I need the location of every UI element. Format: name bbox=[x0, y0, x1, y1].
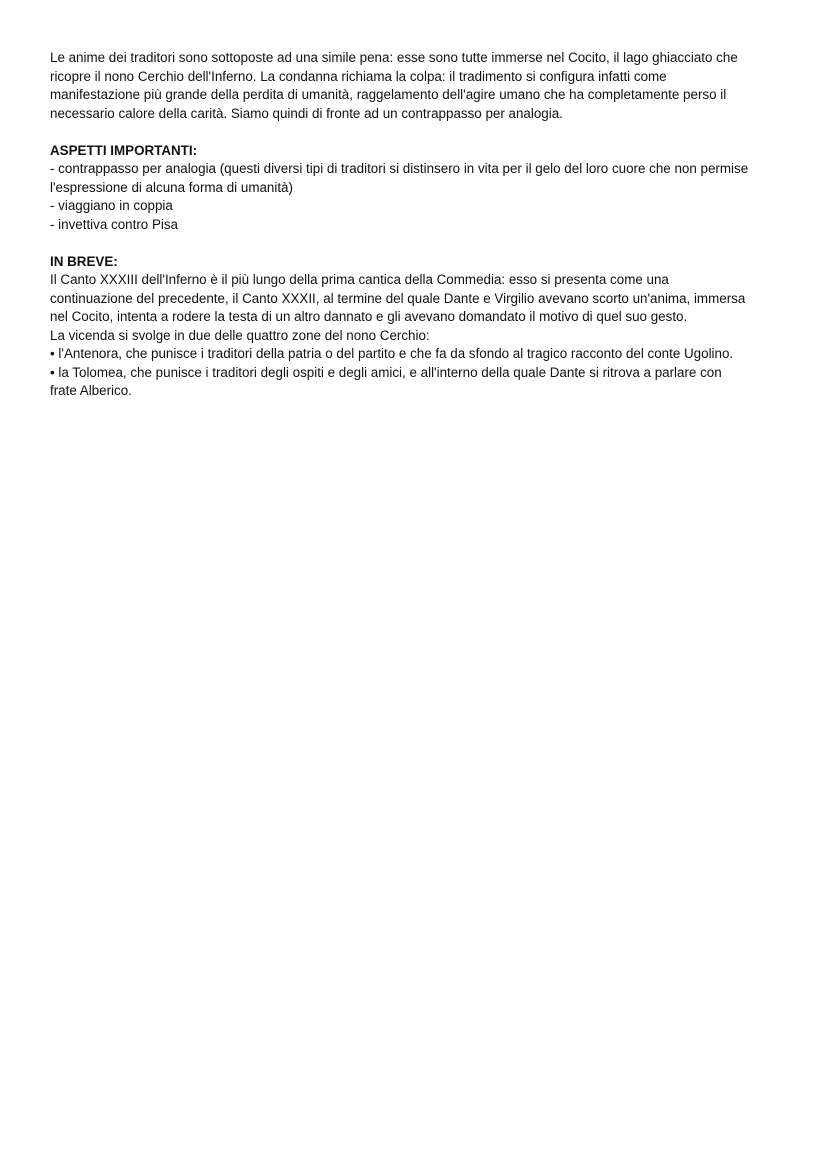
breve-paragraph bbox=[50, 271, 780, 401]
breve-line: Il Canto XXXIII dell'Inferno è il più lungo della prima cantica della Commedia: esso si presenta come una bbox=[50, 272, 669, 287]
aspetti-line: - viaggiano in coppia bbox=[50, 198, 173, 213]
intro-line: ricopre il nono Cerchio dell'Inferno. La condanna richiama la colpa: il tradimento si configura infatti come bbox=[50, 68, 667, 84]
intro-paragraph bbox=[50, 49, 780, 123]
aspetti-line: l'espressione di alcuna forma di umanità) bbox=[50, 179, 293, 195]
intro-line: manifestazione più grande della perdita di umanità, raggelamento dell'agire umano che ha completamente perso il bbox=[50, 87, 727, 102]
document-page bbox=[50, 49, 780, 401]
aspetti-list bbox=[50, 160, 780, 234]
paragraph-spacer bbox=[50, 123, 780, 142]
aspetti-line: - invettiva contro Pisa bbox=[50, 216, 179, 232]
breve-bullet: • l'Antenora, che punisce i traditori della patria o del partito e che fa da sfondo al tragico racconto del conte Ugolino. bbox=[50, 346, 734, 361]
intro-line: necessario calore della carità. Siamo quindi di fronte ad un contrappasso per analogia. bbox=[50, 105, 563, 121]
aspetti-heading: ASPETTI IMPORTANTI: bbox=[50, 142, 198, 158]
intro-line: Le anime dei traditori sono sottoposte ad una simile pena: esse sono tutte immerse nel Cocito, il lago ghiacciato che bbox=[50, 50, 738, 65]
breve-heading: IN BREVE: bbox=[50, 253, 118, 269]
breve-line: continuazione del precedente, il Canto XXXII, al termine del quale Dante e Virgilio avevano scorto un'anima, immersa bbox=[50, 290, 746, 306]
breve-line: La vicenda si svolge in due delle quattro zone del nono Cerchio: bbox=[50, 327, 430, 343]
paragraph-spacer bbox=[50, 234, 780, 253]
aspetti-line: - contrappasso per analogia (questi diversi tipi di traditori si distinsero in vita per il gelo del loro cuore che non permise bbox=[50, 161, 749, 176]
breve-bullet: • la Tolomea, che punisce i traditori degli ospiti e degli amici, e all'interno della quale Dante si ritrova a parlare con bbox=[50, 364, 722, 380]
breve-line: frate Alberico. bbox=[50, 383, 132, 398]
breve-line: nel Cocito, intenta a rodere la testa di un altro dannato e gli avevano domandato il motivo di quel suo gesto. bbox=[50, 309, 688, 324]
